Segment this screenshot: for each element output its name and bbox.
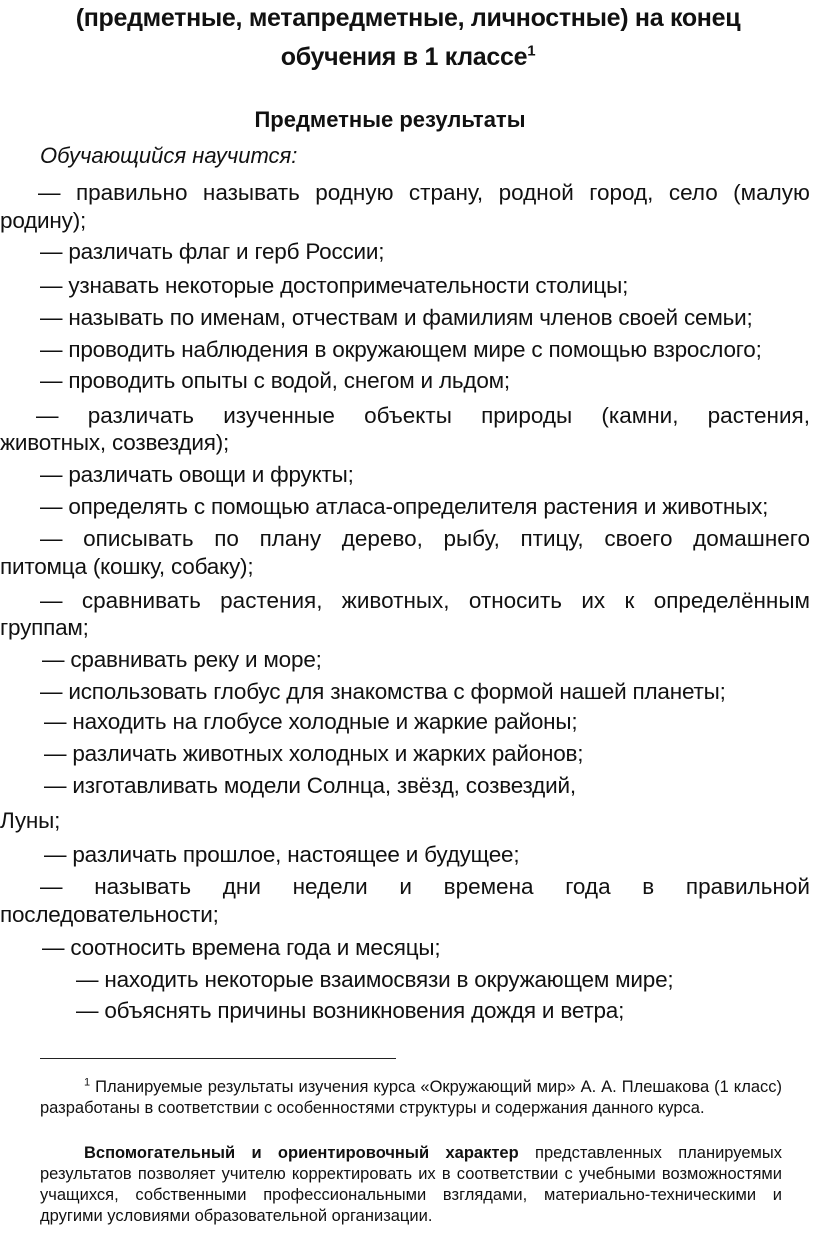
justified-word: дни xyxy=(222,874,261,899)
list-item-models: — изготавливать модели Солнца, звёзд, созвездий, xyxy=(44,773,576,798)
justified-word: определённым xyxy=(653,588,810,613)
page-title-line-1: (предметные, метапредметные, личностные) на конец xyxy=(75,4,741,32)
justified-word: в xyxy=(642,874,655,899)
justified-word: правильно xyxy=(75,180,188,205)
list-item-family: — называть по именам, отчествам и фамилиям членов своей семьи; xyxy=(40,305,753,330)
footnote-bold-phrase: Вспомогательный и ориентировочный характер xyxy=(84,1144,519,1162)
justified-word: правильной xyxy=(685,874,810,899)
list-item-rain-wind: — объяснять причины возникновения дождя и ветра; xyxy=(76,998,625,1023)
justified-word: года xyxy=(565,874,611,899)
justified-word: — xyxy=(38,180,61,205)
justified-word: недели xyxy=(292,874,368,899)
footnote-paragraph-2 xyxy=(40,1143,782,1227)
justified-word: и xyxy=(399,874,412,899)
list-item-weekdays xyxy=(40,874,810,900)
list-item-continuation: животных, созвездия); xyxy=(0,430,230,455)
justified-word: своего xyxy=(604,526,673,551)
list-item-continuation: Луны; xyxy=(0,808,61,833)
list-item-seasons: — соотносить времена года и месяцы; xyxy=(42,935,441,960)
list-item-time: — различать прошлое, настоящее и будущее; xyxy=(44,842,520,867)
justified-word: называть xyxy=(202,180,300,205)
justified-word: животных, xyxy=(341,588,450,613)
footnote-mark: 1 xyxy=(84,1076,91,1089)
justified-word: растения, xyxy=(220,588,323,613)
page-title-text: обучения в 1 классе xyxy=(280,43,528,71)
justified-word: их xyxy=(581,588,606,613)
list-item-atlas: — определять с помощью атласа-определителя растения и животных; xyxy=(40,494,769,519)
list-item-observations: — проводить наблюдения в окружающем мире с помощью взрослого; xyxy=(40,337,762,362)
justified-word: времена xyxy=(443,874,534,899)
justified-word: сравнивать xyxy=(81,588,201,613)
list-item-native-country xyxy=(38,180,810,206)
justified-word: изученные xyxy=(223,403,335,428)
justified-word: домашнего xyxy=(693,526,810,551)
justified-word: (камни, xyxy=(601,403,679,428)
justified-word: птицу, xyxy=(520,526,584,551)
list-item-flag: — различать флаг и герб России; xyxy=(40,239,385,264)
justified-word: — xyxy=(40,588,63,613)
list-item-continuation: питомца (кошку, собаку); xyxy=(0,554,254,579)
justified-word: родную xyxy=(315,180,394,205)
list-item-experiments: — проводить опыты с водой, снегом и льдом; xyxy=(40,368,510,393)
section-heading: Предметные результаты xyxy=(254,107,526,132)
list-item-landmarks: — узнавать некоторые достопримечательности столицы; xyxy=(40,273,629,298)
justified-word: относить xyxy=(468,588,562,613)
justified-word: родной xyxy=(498,180,574,205)
justified-word: описывать xyxy=(83,526,194,551)
footnote-text: Планируемые результаты изучения курса «Окружающий мир» А. А. Плешакова (1 класс) разработаны в соответствии с особенностями структуры и содержания данного курса. xyxy=(40,1078,782,1117)
footnote-paragraph-1 xyxy=(40,1077,782,1119)
justified-word: село xyxy=(668,180,718,205)
justified-word: страну, xyxy=(408,180,484,205)
list-item-climate-zones: — находить на глобусе холодные и жаркие районы; xyxy=(44,709,578,734)
footnote-reference[interactable]: 1 xyxy=(527,42,536,60)
justified-word: к xyxy=(624,588,635,613)
footnote-separator xyxy=(40,1058,396,1059)
justified-word: (малую xyxy=(733,180,810,205)
list-item-vegetables: — различать овощи и фрукты; xyxy=(40,462,354,487)
justified-word: — xyxy=(40,526,63,551)
page-title-line-2 xyxy=(0,43,816,72)
justified-word: растения, xyxy=(707,403,810,428)
justified-word: — xyxy=(40,874,63,899)
list-item-relations: — находить некоторые взаимосвязи в окружающем мире; xyxy=(76,967,674,992)
lead-text: Обучающийся научится: xyxy=(40,143,298,168)
justified-word: по xyxy=(214,526,239,551)
list-item-zone-animals: — различать животных холодных и жарких районов; xyxy=(44,741,584,766)
list-item-nature-objects xyxy=(36,403,810,429)
justified-word: плану xyxy=(259,526,322,551)
list-item-continuation: последовательности; xyxy=(0,902,219,927)
list-item-compare-groups xyxy=(40,588,810,614)
justified-word: называть xyxy=(94,874,192,899)
list-item-globe: — использовать глобус для знакомства с формой нашей планеты; xyxy=(40,679,726,704)
justified-word: различать xyxy=(87,403,195,428)
list-item-continuation: родину); xyxy=(0,208,87,233)
justified-word: рыбу, xyxy=(443,526,500,551)
justified-word: дерево, xyxy=(341,526,423,551)
footnote-text: представленных планируемых результатов позволяет учителю корректировать их в соответствии с учебными возможностями учащихся, собственными профессиональными взглядами, материально-техническими и другими условиями образовательной организации. xyxy=(40,1144,782,1225)
list-item-describe xyxy=(40,526,810,552)
justified-word: город, xyxy=(589,180,654,205)
justified-word: — xyxy=(36,403,59,428)
list-item-continuation: группам; xyxy=(0,615,89,640)
justified-word: природы xyxy=(481,403,573,428)
justified-word: объекты xyxy=(364,403,452,428)
list-item-river-sea: — сравнивать реку и море; xyxy=(42,647,322,672)
